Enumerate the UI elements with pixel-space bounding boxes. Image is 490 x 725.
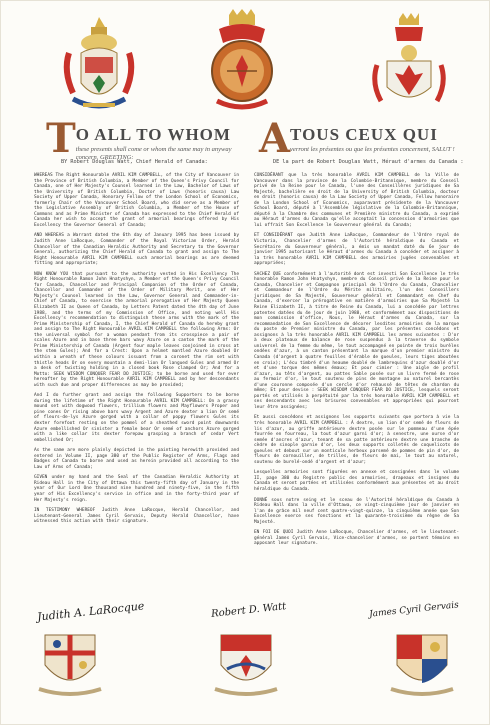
english-text-column [34, 173, 239, 530]
heading-initial-fr: A [259, 115, 291, 162]
heading-greeting-fr: verront les présentes ou que les présentes concernent, SALUT ! [290, 146, 455, 153]
paragraph-en-7: IN TESTIMONY WHEREOF Judith Anne LaRocque, Herald Chancellor, and Lieutenant-General James Cyril Gervais, Deputy Herald Chancellor, have witnessed this action with their signature. [34, 508, 239, 525]
paragraph-en-1: WHEREAS The Right Honourable AVRIL KIM CAMPBELL, of the City of Vancouver in the Province of British Columbia, a Member of the Queen's Privy Council for Canada, one of Her Majesty's Counsel learned in the Law, Bachelor of Laws of the University of British Columbia, Doctor of Laws (honoris causa) Law Society of Upper Canada, Honorary Fellow of the London School of Economics, formerly Chair of the Vancouver School Board, who did serve as a Member of the Legislative Assembly of British Columbia, a Member of the House of Commons and as Prime Minister of Canada has expressed to the Chief Herald of Canada her wish to accept the grant of armorial bearings offered by His Excellency the Governor General of Canada; [34, 173, 239, 228]
paragraph-fr-3: SACHEZ QUE conformément à l'autorité dont est investi Son Excellence le très honorable Ramon John Hnatyshyn, membre du Conseil privé de la Reine pour le Canada, Chancelier et Compagnon principal de l'Ordre du Canada, Chancelier et Commandeur de l'Ordre du Mérite militaire, l'un des Conseillers juridiques de Sa Majesté, Gouverneur général et Commandant en Chef du Canada, d'exercer la prérogative en matière d'armoiries que Sa Majesté la Reine Elizabeth II, à titre de Reine du Canada, lui a concédée par lettres patentes datées du 4e jour de juin 1988, et conformément aux dispositions de mon commission d'office, Nous, le Héraut d'armes du Canada, sur la recommandation de Son Excellence de décorer lesdites armoiries de la marque du poste de Premier ministre du Canada, par les présentes concédons et assignons à la très honorable AVRIL KIM CAMPBELL les armes suivantes : D'or à deux plateaux de balance de rose suspendus à la traverse du symbole universel de la femme du même, le tout accompagné en pointe de trois burèles ondées d'azur, à un canton présentant la marque d'un premier ministre du Canada (d'argent à quatre feuilles d'érable de gueules, leurs tiges aboutées en croix); L'écu timbré d'un heaume doublé de lambrequins d'azur doublé d'or et d'une torque des mêmes émaux; Et pour cimier : Une aigle de profil d'azur, au têts d'argent, au pattes Sable posée sur un livre fermé de rose au fermoir d'or, le tout soutenu de pins de montagne au naturel bercantès d'une couronne composée d'un cercle d'or rehaussé de têtes de chardon du même; Et pour devise : SEEK WISDOM CONQUER FEAR DO JUSTICE, lesquels seront portés et utilisés à perpétuité par la très honorable AVRIL KIM CAMPBELL et ses descendants avec les brisures convenables et appropriées qui pourront leur être assignées; [254, 271, 459, 410]
paragraph-fr-1: CONSIDÉRANT que la très honorable AVRIL KIM CAMPBELL de la Ville de Vancouver dans la province de la Colombie-Britannique, membre du Conseil privé de la Reine pour le Canada, l'une des Conseillères juridiques de Sa Majesté, bachelière en droit de la University of British Columbia, docteur en droit (honoris causa) de la Law Society of Upper Canada, Fellow honoraire de la London School of Economics, auparavant présidente de la Vancouver School Board, député à l'Assemblée législative de la Colombie-Britannique, député à la Chambre des communes et Première ministre du Canada, a exprimé au Héraut d'armes du Canada qu'elle acceptait la concession d'armoiries que lui offrait Son Excellence le Gouverneur général du Canada; [254, 173, 459, 228]
paragraph-fr-7: EN FOI DE QUOI Judith Anne LaRocque, Chancelier d'armes, et le lieutenant-général James Cyril Gervais, Vice-chancelier d'armes, se portent témoins en apposant leur signature. [254, 530, 459, 547]
paragraph-en-2: AND WHEREAS a Warrant dated the 6th day of January 1995 has been issued by Judith Anne LaRocque, Commander of the Royal Victorian Order, Herald Chancellor of the Canadian Heraldic Authority and Secretary to the Governor General, authorizing the Chief Herald of Canada to grant and assign to The Right Honourable AVRIL KIM CAMPBELL such armorial bearings as are deemed fitting and appropriate; [34, 233, 239, 267]
heraldic-authority-crest [199, 9, 285, 119]
heading-french [259, 115, 459, 162]
paragraph-fr-2: ET CONSIDÉRANT que Judith Anne LaRocque, Commandeur de l'Ordre royal de Victoria, Chancelier d'armes de l'Autorité héraldique du Canada et Secrétaire du Gouverneur général, a émis un mandat daté du 6e jour de janvier 1995 autorisant le Héraut d'armes du Canada à concéder et assigner à la très honorable AVRIL KIM CAMPBELL des armoiries jugées convenables et appropriées; [254, 233, 459, 267]
french-text-column [254, 173, 459, 552]
signatory-shield-right [389, 629, 455, 703]
paragraph-fr-6: DONNÉ sous notre seing et le sceau de l'Autorité héraldique du Canada à Rideau Hall dans la ville d'Ottawa, ce vingt-cinquième jour de janvier en l'an de grâce mil neuf cent quatre-vingt-quinze, la cinquième année que Son Excellence exerce ses fonctions et la quarante-troisième du règne de Sa Majesté. [254, 497, 459, 525]
signature-chief-herald: Robert D. Watt [210, 601, 287, 620]
paragraph-en-4: And I do further grant and assign the following Supporters to be borne during the lifetime of the Right Honourable AVRIL KIM CAMPBELL: On a grassy mound set with dogwood flowers, trillium flowers and Mayflowers Proper and pine cones Or rising above bars wavy Argent and Azure dexter a lion Or semé of fleurs-de-lys Azure gorged with a collar of poppy flowers Gules its dexter forefoot resting on the pommel of a sheathed sword point downwards Azure embellished Or sinister a female bear Or semé of anchors Azure gorged with a like collar its dexter forepaw grasping a branch of cedar Vert embellished Or; [34, 393, 239, 443]
canada-arms-crest [59, 13, 139, 118]
by-line-fr: DE la part de Robert Douglas Watt, Héraut d'armes du Canada : [273, 159, 464, 165]
paragraph-fr-5: Lesquelles armoiries sont figurées en annexe et consignées dans le volume II, page 380 du Registre public des armoiries, drapeaux et insignes du Canada et seront portées et utilisées conformément aux présentes et au droit héraldique du Canada. [254, 470, 459, 492]
signature-herald-chancellor: Judith A. LaRocque [36, 599, 145, 624]
heading-title-fr: TOUS CEUX QUI [290, 125, 438, 144]
paragraph-fr-4: Et aussi concédons et assignons les supports suivants que portera à vie la très honorable AVRIL KIM CAMPBELL : À dextre, un lion d'or semé de fleurs de lis d'azur, au griffe antérieure dextre posée sur le pommeau d'une épée fourrée en fourreau, la tout d'azur garni d'or; à senestre, une ourse d'or semée d'ancres d'azur, tenant de sa patte antérieure dextre une branche de cèdre de sinople garnie d'or, les deux supports colletés de coquelicots de gueules et debout sur un monticule herbeux parsemé de pommes de pin d'or, de fleurs de cornouiller, de trilles, de fleurs de mai, le tout au naturel, soutenu de burelé-ondé d'argent et d'azur; [254, 415, 459, 465]
heading-greeting-en: these presents shall come or whom the same may in anyway concern, GREETING: [75, 146, 232, 161]
signatory-shield-center [213, 629, 279, 703]
royal-crest [371, 13, 447, 118]
signatory-shield-left [37, 629, 103, 703]
by-line-en: BY Robert Douglas Watt, Chief Herald of Canada: [61, 159, 208, 165]
heading-initial-en: T [46, 115, 76, 162]
paragraph-en-5: As the same are more plainly depicted in the painting herewith provided and entered in Volume II, page 380 of the Public Register of Arms, Flags and Badges of Canada to borne and used as herein provided all according to the Law of Arms of Canada; [34, 448, 239, 470]
paragraph-en-3: NOW KNOW YOU that pursuant to the authority vested in His Excellency The Right Honourable Ramon John Hnatyshyn, a Member of the Queen's Privy Council for Canada, Chancellor and Principal Companion of the Order of Canada, Chancellor and Commander of the Order of Military Merit, one of Her Majesty's Counsel learned in the Law, Governor General and Commander-in-Chief of Canada, to exercise the armorial prerogative of Her Majesty Queen Elizabeth II as Queen of Canada, by Letters Patent dated the 4th day of June 1988, and the terms of my Commission of Office, and noting well His Excellency's recommendation to distinguish these arms with the mark of the Prime Ministership of Canada, I, the Chief Herald of Canada do hereby grant and assign to The Right Honourable AVRIL KIM CAMPBELL the following Arms: Or the universal symbol for a woman pendant from its crosspiece a pair of scales Azure and in base three bars wavy Azure on a canton the mark of the Prime Ministership of Canada (Argent four maple leaves conjoined in cross at the stem Gules); And for a Crest: Upon a helmet mantled Azure doubled Or within a wreath of these colours issuant from a coronet the rim set with thistle heads Or on every mountain a demi-lion Or langued Gules and armed Or a desk of twisting holding in a closed book Rose clamped Or; And for a Motto: SEEK WISDOM CONQUER FEAR DO JUSTICE; to be borne and used for ever hereafter by the Right Honourable AVRIL KIM CAMPBELL and by her descendants with such due and proper differences as may be provided; [34, 271, 239, 388]
signature-deputy-herald-chancellor: James Cyril Gervais [368, 600, 460, 620]
heading-title-en: O ALL TO WHOM [75, 125, 231, 144]
paragraph-en-6: GIVEN under my hand and the Seal of the Canadian Heraldic Authority at Rideau Hall in the City of Ottawa this twenty-fifth day of January in the year of Our Lord One thousand nine hundred and ninety-five, in the fifth year of His Excellency's service in office and in the forty-third year of Her Majesty's reign. [34, 475, 239, 503]
